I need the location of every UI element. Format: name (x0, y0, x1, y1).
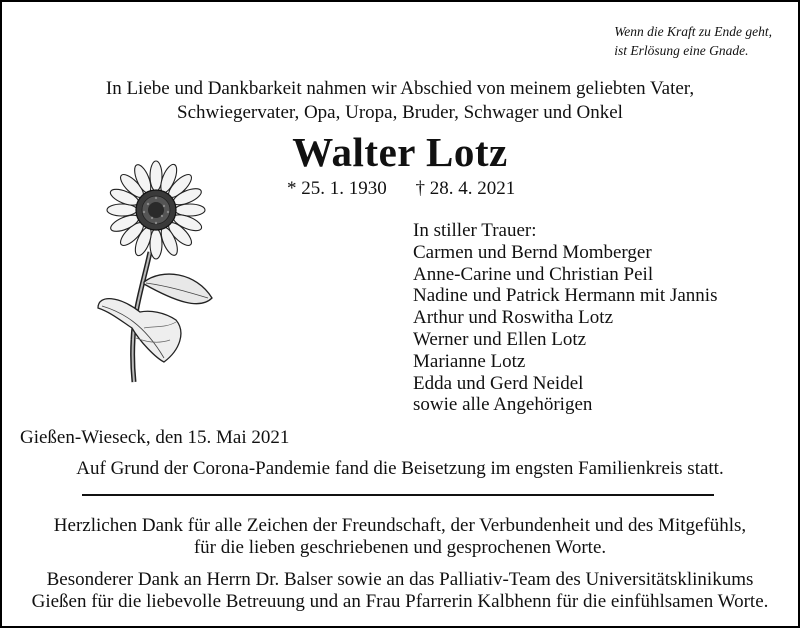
thanks-text (2, 515, 798, 559)
special-thanks-line-1: Besonderer Dank an Herrn Dr. Balser sowie an das Palliativ-Team des Universitätsklinikums (46, 569, 754, 590)
sunflower-illustration (84, 160, 224, 390)
place-and-date: Gießen-Wieseck, den 15. Mai 2021 (20, 427, 290, 448)
mourner-entry: Anne-Carine und Christian Peil (413, 263, 654, 285)
mourner-entry: sowie alle Angehörigen (413, 394, 593, 416)
mourner-entry: Edda und Gerd Neidel (413, 372, 584, 394)
thanks-line-1: Herzlichen Dank für alle Zeichen der Freundschaft, der Verbundenheit und des Mitgefühls, (53, 515, 747, 536)
life-dates (287, 177, 515, 201)
mourner-entry: Marianne Lotz (413, 350, 526, 372)
mourner-entry: Carmen und Bernd Momberger (413, 241, 652, 263)
motto-line-2: ist Erlösung eine Gnade. (614, 43, 749, 58)
intro-text (2, 77, 798, 125)
mourners-heading: In stiller Trauer: (413, 220, 537, 241)
mourner-entry: Nadine und Patrick Hermann mit Jannis (413, 285, 718, 307)
death-date: † 28. 4. 2021 (415, 178, 516, 199)
deceased-name: Walter Lotz (292, 129, 508, 175)
motto-quote (614, 22, 772, 60)
intro-line-1: In Liebe und Dankbarkeit nahmen wir Abschied von meinem geliebten Vater, (105, 78, 695, 99)
special-thanks-text (2, 569, 798, 613)
thanks-line-2: für die lieben geschriebenen und gesprochenen Worte. (193, 537, 607, 558)
birth-date: * 25. 1. 1930 (287, 178, 387, 199)
mourners-list (413, 220, 717, 416)
mourner-entry: Arthur und Roswitha Lotz (413, 307, 614, 329)
intro-line-2: Schwiegervater, Opa, Uropa, Bruder, Schwager und Onkel (177, 102, 623, 123)
divider-line (82, 494, 714, 496)
special-thanks-line-2: Gießen für die liebevolle Betreuung und an Frau Pfarrerin Kalbhenn für die einfühlsamen Worte. (31, 591, 769, 612)
corona-note: Auf Grund der Corona-Pandemie fand die Beisetzung im engsten Familienkreis statt. (76, 458, 724, 479)
mourner-entry: Werner und Ellen Lotz (413, 328, 587, 350)
motto-line-1: Wenn die Kraft zu Ende geht, (614, 24, 772, 39)
